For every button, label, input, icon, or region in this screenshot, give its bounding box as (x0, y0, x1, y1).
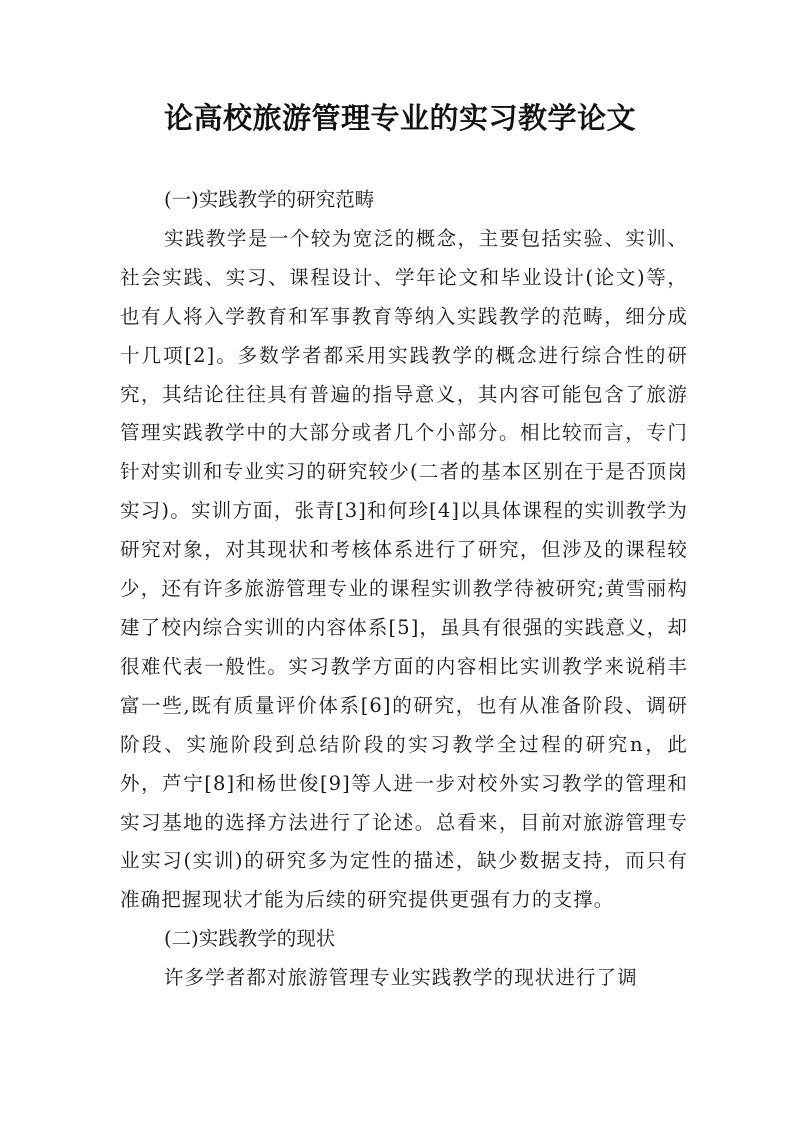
section-heading-1: (一)实践教学的研究范畴 (164, 188, 375, 211)
section-paragraph-1: 实践教学是一个较为宽泛的概念，主要包括实验、实训、社会实践、实习、课程设计、学年论文和毕业设计(论文)等，也有人将入学教育和军事教育等纳入实践教学的范畴，细分成十几项[2]。多数学者都采用实践教学的概念进行综合性的研究，其结论往往具有普遍的指导意义，其内容可能包含了旅游管理实践教学中的大部分或者几个小部分。相比较而言，专门针对实训和专业实习的研究较少(二者的基本区别在于是否顶岗实习)。实训方面，张青[3]和何珍[4]以具体课程的实训教学为研究对象，对其现状和考核体系进行了研究，但涉及的课程较少，还有许多旅游管理专业的课程实训教学待被研究;黄雪丽构建了校内综合实训的内容体系[5]，虽具有很强的实践意义，却很难代表一般性。实习教学方面的内容相比实训教学来说稍丰富一些,既有质量评价体系[6]的研究，也有从准备阶段、调研阶段、实施阶段到总结阶段的实习教学全过程的研究n，此外，芦宁[8]和杨世俊[9]等人进一步对校外实习教学的管理和实习基地的选择方法进行了论述。总看来，目前对旅游管理专业实习(实训)的研究多为定性的描述，缺少数据支持，而只有准确把握现状才能为后续的研究提供更强有力的支撑。 (120, 226, 688, 912)
section-heading-2: (二)实践教学的现状 (164, 927, 336, 951)
document-body (120, 181, 688, 998)
document-title: 论高校旅游管理专业的实习教学论文 (163, 101, 636, 135)
section-paragraph-2: 许多学者都对旅游管理专业实践教学的现状进行了调 (164, 966, 638, 990)
